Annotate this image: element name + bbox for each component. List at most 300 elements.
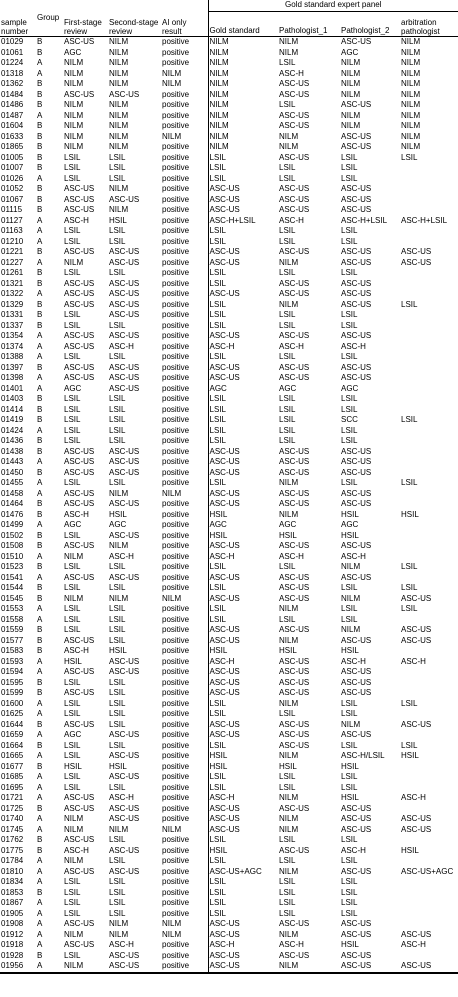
arbitration-cell: [400, 289, 458, 300]
table-row: [0, 846, 458, 857]
pathologist-2-cell: NILM: [341, 79, 361, 88]
first-stage-cell: NILM: [64, 131, 84, 141]
ai-only-cell: positive: [162, 310, 190, 319]
first-stage-cell: ASC-US: [64, 667, 95, 676]
sample-number-cell: 01865: [1, 142, 24, 151]
table-row: [0, 310, 458, 321]
gold-standard-cell: ASC-US: [208, 184, 278, 195]
first-stage-cell: LSIL: [64, 677, 81, 687]
pathologist-1-cell: LSIL: [279, 320, 296, 330]
pathologist-1-cell: ASC-H: [279, 68, 304, 78]
first-stage-cell: ASC-US: [64, 247, 95, 256]
ai-only-cell: positive: [162, 835, 190, 844]
pathologist-2-cell: AGC: [341, 383, 359, 393]
ai-only-cell: positive: [162, 37, 190, 46]
arbitration-cell: [400, 405, 458, 416]
table-row: [0, 184, 458, 195]
group-cell: B: [37, 299, 43, 309]
second-stage-cell: LSIL: [109, 887, 126, 897]
pathologist-2-cell: ASC-US: [341, 37, 372, 46]
first-stage-cell: ASC-US: [64, 793, 95, 802]
sample-number-cell: 01745: [1, 824, 24, 834]
first-stage-cell: AGC: [64, 383, 82, 393]
sample-number-cell: 01414: [1, 404, 24, 414]
arbitration-cell: [400, 426, 458, 437]
pathologist-2-cell: LSIL: [341, 614, 358, 624]
pathologist-1-cell: LSIL: [279, 782, 296, 792]
first-stage-cell: LSIL: [64, 698, 81, 708]
pathologist-1-cell: ASC-H: [279, 940, 304, 949]
group-cell: A: [37, 908, 43, 918]
arbitration-cell: [400, 520, 458, 531]
ai-only-cell: positive: [162, 646, 190, 655]
group-cell: A: [37, 772, 43, 781]
pathologist-2-cell: NILM: [341, 89, 361, 99]
pathologist-2-cell: LSIL: [341, 856, 358, 865]
gold-standard-cell: ASC-US: [208, 688, 278, 699]
header-arbitration-pathologist: arbitration pathologist: [400, 12, 458, 37]
pathologist-2-cell: LSIL: [341, 698, 358, 708]
pathologist-1-cell: LSIL: [279, 772, 296, 781]
arbitration-cell: [400, 384, 458, 395]
second-stage-cell: NILM: [109, 205, 129, 214]
second-stage-cell: HSIL: [109, 215, 127, 225]
ai-only-cell: positive: [162, 110, 190, 120]
gold-standard-cell: LSIL: [208, 583, 278, 594]
sample-number-cell: 01721: [1, 793, 24, 802]
group-cell: B: [37, 887, 43, 897]
first-stage-cell: ASC-US: [64, 803, 95, 813]
second-stage-cell: AGC: [109, 520, 127, 529]
table-row: [0, 363, 458, 374]
pathologist-2-cell: ASC-US: [341, 257, 372, 267]
pathologist-1-cell: HSIL: [279, 761, 297, 771]
arbitration-cell: [400, 909, 458, 920]
group-cell: A: [37, 919, 43, 928]
first-stage-cell: ASC-H: [64, 845, 89, 855]
ai-only-cell: positive: [162, 226, 190, 235]
second-stage-cell: NILM: [109, 488, 129, 498]
second-stage-cell: HSIL: [109, 761, 127, 771]
pathologist-1-cell: LSIL: [279, 100, 296, 109]
first-stage-cell: ASC-US: [64, 184, 95, 193]
table-row: [0, 835, 458, 846]
group-cell: B: [37, 247, 43, 256]
pathologist-2-cell: LSIL: [341, 583, 358, 592]
table-row: [0, 730, 458, 741]
gold-standard-cell: LSIL: [208, 394, 278, 405]
table-row: [0, 499, 458, 510]
arbitration-cell: ASC-US: [400, 961, 458, 973]
ai-only-cell: positive: [162, 499, 190, 508]
pathologist-1-cell: ASC-US: [279, 719, 310, 729]
pathologist-1-cell: ASC-US: [279, 373, 310, 382]
sample-number-cell: 01593: [1, 656, 24, 666]
table-row: [0, 636, 458, 647]
sample-number-cell: 01545: [1, 593, 24, 603]
second-stage-cell: ASC-US: [109, 950, 140, 960]
sample-number-cell: 01583: [1, 646, 24, 655]
ai-only-cell: positive: [162, 194, 190, 204]
first-stage-cell: ASC-US: [64, 37, 95, 46]
sample-number-cell: 01484: [1, 89, 24, 99]
pathologist-2-cell: AGC: [341, 520, 359, 529]
gold-standard-cell: AGC: [208, 384, 278, 395]
arbitration-cell: NILM: [401, 110, 421, 120]
group-cell: A: [37, 68, 43, 78]
first-stage-cell: LSIL: [64, 751, 81, 760]
gold-standard-cell: LSIL: [208, 436, 278, 447]
pathologist-1-cell: ASC-US: [279, 110, 310, 120]
arbitration-cell: [400, 436, 458, 447]
group-cell: A: [37, 383, 43, 393]
pathologist-1-cell: LSIL: [279, 856, 296, 865]
pathologist-2-cell: ASC-US: [341, 688, 372, 697]
header-group: Group: [36, 0, 63, 37]
first-stage-cell: ASC-US: [64, 299, 95, 309]
table-row: [0, 279, 458, 290]
ai-only-cell: positive: [162, 173, 190, 183]
second-stage-cell: LSIL: [109, 173, 126, 183]
pathologist-1-cell: NILM: [279, 509, 299, 519]
first-stage-cell: ASC-US: [64, 194, 95, 204]
group-cell: A: [37, 257, 43, 267]
sample-number-cell: 01397: [1, 362, 24, 372]
group-cell: A: [37, 488, 43, 498]
table-row: [0, 226, 458, 237]
second-stage-cell: NILM: [109, 929, 129, 939]
second-stage-cell: HSIL: [109, 646, 127, 655]
second-stage-cell: ASC-US: [109, 310, 140, 319]
second-stage-cell: ASC-US: [109, 247, 140, 256]
gold-standard-cell: ASC-US: [208, 247, 278, 258]
ai-only-cell: positive: [162, 688, 190, 697]
pathologist-1-cell: ASC-US: [279, 362, 310, 372]
ai-only-cell: positive: [162, 58, 190, 67]
pathologist-1-cell: ASC-US: [279, 499, 310, 508]
pathologist-2-cell: ASC-US: [341, 499, 372, 508]
pathologist-2-cell: ASC-H: [341, 341, 366, 351]
arbitration-cell: [400, 279, 458, 290]
group-cell: B: [37, 47, 43, 57]
group-cell: B: [37, 436, 43, 445]
table-row: [0, 216, 458, 227]
sample-number-cell: 01458: [1, 488, 24, 498]
sample-number-cell: 01026: [1, 173, 24, 183]
ai-only-cell: positive: [162, 215, 190, 225]
second-stage-cell: ASC-US: [109, 89, 140, 99]
group-cell: B: [37, 79, 43, 88]
sample-number-cell: 01419: [1, 415, 24, 424]
ai-only-cell: positive: [162, 257, 190, 267]
arbitration-cell: LSIL: [401, 478, 418, 487]
group-cell: B: [37, 320, 43, 330]
first-stage-cell: LSIL: [64, 950, 81, 960]
first-stage-cell: NILM: [64, 257, 84, 267]
pathologist-1-cell: AGC: [279, 383, 297, 393]
ai-only-cell: positive: [162, 383, 190, 393]
group-cell: B: [37, 121, 43, 130]
sample-number-cell: 01604: [1, 121, 24, 130]
first-stage-cell: ASC-H: [64, 509, 89, 519]
second-stage-cell: ASC-US: [109, 331, 140, 340]
pathologist-2-cell: ASC-US: [341, 278, 372, 288]
gold-standard-cell: HSIL: [208, 646, 278, 657]
arbitration-cell: [400, 688, 458, 699]
gold-standard-cell: ASC-US: [208, 804, 278, 815]
gold-standard-cell: ASC-US+AGC: [208, 867, 278, 878]
ai-only-cell: positive: [162, 551, 190, 561]
second-stage-cell: NILM: [109, 121, 129, 130]
table-row: [0, 762, 458, 773]
pathologist-1-cell: ASC-US: [279, 583, 310, 592]
first-stage-cell: LSIL: [64, 268, 81, 277]
gold-standard-cell: LSIL: [208, 615, 278, 626]
pathologist-2-cell: ASC-H+LSIL: [341, 215, 388, 225]
arbitration-cell: [400, 804, 458, 815]
pathologist-1-cell: HSIL: [279, 646, 297, 655]
sample-number-cell: 01487: [1, 110, 24, 120]
first-stage-cell: AGC: [64, 520, 82, 529]
pathologist-1-cell: ASC-US: [279, 656, 310, 666]
arbitration-cell: ASC-US+AGC: [401, 866, 454, 876]
gold-standard-cell: LSIL: [208, 174, 278, 185]
first-stage-cell: LSIL: [64, 877, 81, 886]
group-cell: A: [37, 856, 43, 865]
pathologist-2-cell: NILM: [341, 68, 361, 78]
second-stage-cell: NILM: [109, 100, 129, 109]
sample-number-cell: 01221: [1, 247, 24, 256]
arbitration-cell: NILM: [401, 142, 421, 151]
arbitration-cell: LSIL: [401, 604, 418, 613]
ai-only-cell: positive: [162, 100, 190, 109]
table-row: [0, 415, 458, 426]
pathologist-1-cell: LSIL: [279, 404, 296, 414]
first-stage-cell: ASC-US: [64, 341, 95, 351]
arbitration-cell: [400, 447, 458, 458]
first-stage-cell: ASC-US: [64, 835, 95, 844]
table-row: [0, 961, 458, 973]
first-stage-cell: ASC-US: [64, 278, 95, 288]
pathologist-2-cell: ASC-US: [341, 824, 372, 834]
table-row: [0, 678, 458, 689]
ai-only-cell: positive: [162, 152, 190, 162]
second-stage-cell: ASC-US: [108, 961, 161, 973]
pathologist-2-cell: LSIL: [341, 436, 358, 445]
pathologist-1-cell: ASC-US: [279, 688, 310, 697]
ai-only-cell: positive: [162, 625, 190, 634]
ai-only-cell: positive: [162, 415, 190, 424]
sample-number-cell: 01664: [1, 740, 24, 750]
pathologist-1-cell: ASC-US: [279, 541, 310, 550]
pathologist-1-cell: ASC-US: [279, 184, 310, 193]
ai-only-cell: positive: [162, 205, 190, 214]
pathologist-1-cell: LSIL: [279, 58, 296, 67]
gold-standard-cell: ASC-US: [208, 499, 278, 510]
table-row: [0, 142, 458, 153]
first-stage-cell: LSIL: [64, 908, 81, 918]
pathologist-2-cell: ASC-US: [341, 730, 372, 739]
sample-number-cell: 01956: [0, 961, 36, 973]
second-stage-cell: NILM: [109, 593, 129, 603]
ai-only-cell: positive: [162, 362, 190, 372]
group-cell: A: [37, 751, 43, 760]
gold-standard-cell: NILM: [208, 48, 278, 59]
group-cell: A: [37, 940, 43, 949]
first-stage-cell: NILM: [64, 121, 84, 130]
second-stage-cell: ASC-H: [109, 940, 134, 949]
arbitration-cell: [400, 783, 458, 794]
arbitration-cell: [400, 835, 458, 846]
pathologist-1-cell: NILM: [279, 929, 299, 939]
sample-number-cell: 01695: [1, 782, 24, 792]
first-stage-cell: LSIL: [64, 614, 81, 624]
pathologist-2-cell: ASC-US: [341, 299, 372, 309]
ai-only-cell: NILM: [162, 929, 182, 939]
gold-standard-cell: LSIL: [208, 856, 278, 867]
gold-standard-cell: ASC-US: [208, 541, 278, 552]
first-stage-cell: ASC-US: [64, 919, 95, 928]
sample-number-cell: 01625: [1, 709, 24, 718]
pathologist-1-cell: LSIL: [279, 835, 296, 844]
pathologist-2-cell: ASC-US: [341, 373, 372, 382]
gold-standard-cell: NILM: [208, 100, 278, 111]
sample-number-cell: 01224: [1, 58, 24, 67]
pathologist-2-cell: ASC-US: [341, 205, 372, 214]
group-cell: B: [37, 803, 43, 813]
gold-standard-cell: NILM: [208, 79, 278, 90]
pathologist-2-cell: ASC-H/LSIL: [341, 751, 385, 760]
arbitration-cell: [400, 174, 458, 185]
sample-number-cell: 01775: [1, 845, 24, 855]
ai-only-cell: positive: [162, 719, 190, 729]
first-stage-cell: ASC-US: [64, 467, 95, 477]
second-stage-cell: LSIL: [109, 782, 126, 792]
gold-standard-cell: ASC-US: [208, 289, 278, 300]
second-stage-cell: ASC-US: [109, 667, 140, 676]
ai-only-cell: positive: [162, 331, 190, 340]
gold-standard-cell: LSIL: [208, 426, 278, 437]
header-gold-standard: Gold standard: [208, 12, 278, 37]
sample-number-cell: 01061: [1, 47, 24, 57]
sample-number-cell: 01331: [1, 310, 24, 319]
gold-standard-cell: ASC-US: [208, 678, 278, 689]
arbitration-cell: NILM: [401, 58, 421, 67]
pathologist-1-cell: ASC-US: [279, 467, 310, 477]
second-stage-cell: ASC-US: [109, 499, 140, 508]
ai-only-cell: positive: [162, 404, 190, 414]
gold-standard-cell: ASC-US: [208, 468, 278, 479]
gold-standard-cell: LSIL: [208, 709, 278, 720]
gold-standard-cell: ASC-US: [208, 195, 278, 206]
pathologist-2-cell: NILM: [341, 562, 361, 571]
pathologist-1-cell: NILM: [279, 635, 299, 645]
pathologist-1-cell: ASC-US: [279, 803, 310, 813]
pathologist-2-cell: ASC-US: [341, 541, 372, 550]
pathologist-2-cell: LSIL: [341, 226, 358, 235]
arbitration-cell: NILM: [401, 100, 421, 109]
second-stage-cell: NILM: [109, 824, 129, 834]
group-cell: A: [37, 331, 43, 340]
sample-number-cell: 01834: [1, 877, 24, 886]
gold-standard-cell: LSIL: [208, 478, 278, 489]
pathologist-2-cell: ASC-US: [341, 100, 372, 109]
gold-standard-cell: LSIL: [208, 279, 278, 290]
pathologist-2-cell: ASC-US: [341, 814, 372, 823]
table-row: [0, 436, 458, 447]
pathologist-2-cell: AGC: [341, 47, 359, 57]
first-stage-cell: NILM: [64, 824, 84, 834]
group-cell: A: [37, 572, 43, 582]
pathologist-1-cell: ASC-US: [279, 289, 310, 298]
pathologist-2-cell: LSIL: [341, 236, 358, 246]
second-stage-cell: ASC-H: [109, 341, 134, 351]
table-row: [0, 258, 458, 269]
arbitration-cell: [400, 205, 458, 216]
arbitration-cell: NILM: [401, 79, 421, 88]
first-stage-cell: LSIL: [64, 404, 81, 414]
first-stage-cell: ASC-US: [64, 373, 95, 382]
pathologist-1-cell: ASC-US: [279, 593, 310, 603]
second-stage-cell: ASC-US: [109, 730, 140, 739]
ai-only-cell: positive: [162, 772, 190, 781]
pathologist-2-cell: LSIL: [341, 173, 358, 183]
pathologist-1-cell: LSIL: [279, 908, 296, 918]
group-cell: B: [37, 541, 43, 550]
ai-only-cell: positive: [162, 908, 190, 918]
first-stage-cell: ASC-US: [64, 89, 95, 99]
sample-number-cell: 01740: [1, 814, 24, 823]
ai-only-cell: positive: [162, 478, 190, 487]
group-cell: A: [37, 352, 43, 361]
sample-number-cell: 01502: [1, 530, 24, 540]
table-row: [0, 594, 458, 605]
sample-number-cell: 01508: [1, 541, 24, 550]
ai-only-cell: positive: [162, 572, 190, 582]
arbitration-cell: [400, 573, 458, 584]
second-stage-cell: ASC-H: [109, 793, 134, 802]
pathologist-2-cell: ASC-US: [341, 572, 372, 582]
gold-standard-cell: LSIL: [208, 321, 278, 332]
table-row: [0, 132, 458, 143]
second-stage-cell: LSIL: [109, 856, 126, 865]
sample-number-cell: 01115: [1, 205, 23, 214]
second-stage-cell: LSIL: [109, 877, 126, 886]
first-stage-cell: LSIL: [64, 887, 81, 897]
ai-only-cell: positive: [162, 898, 190, 907]
first-stage-cell: ASC-US: [64, 866, 95, 876]
gold-standard-cell: LSIL: [208, 268, 278, 279]
second-stage-cell: ASC-US: [109, 446, 140, 456]
sample-number-cell: 01685: [1, 772, 24, 781]
table-row: [0, 37, 458, 48]
sample-number-cell: 01401: [1, 383, 24, 393]
ai-only-cell: positive: [162, 341, 190, 351]
second-stage-cell: LSIL: [109, 320, 126, 330]
arbitration-cell: [400, 184, 458, 195]
first-stage-cell: NILM: [63, 961, 108, 973]
table-row: [0, 405, 458, 416]
gold-standard-cell: AGC: [208, 520, 278, 531]
sample-number-cell: 01318: [1, 68, 24, 78]
arbitration-cell: [400, 363, 458, 374]
second-stage-cell: LSIL: [109, 898, 126, 907]
second-stage-cell: NILM: [109, 110, 129, 120]
table-row: [0, 321, 458, 332]
group-cell: B: [37, 362, 43, 372]
sample-number-cell: 01810: [1, 866, 24, 876]
pathologist-1-cell: ASC-US: [279, 740, 310, 750]
